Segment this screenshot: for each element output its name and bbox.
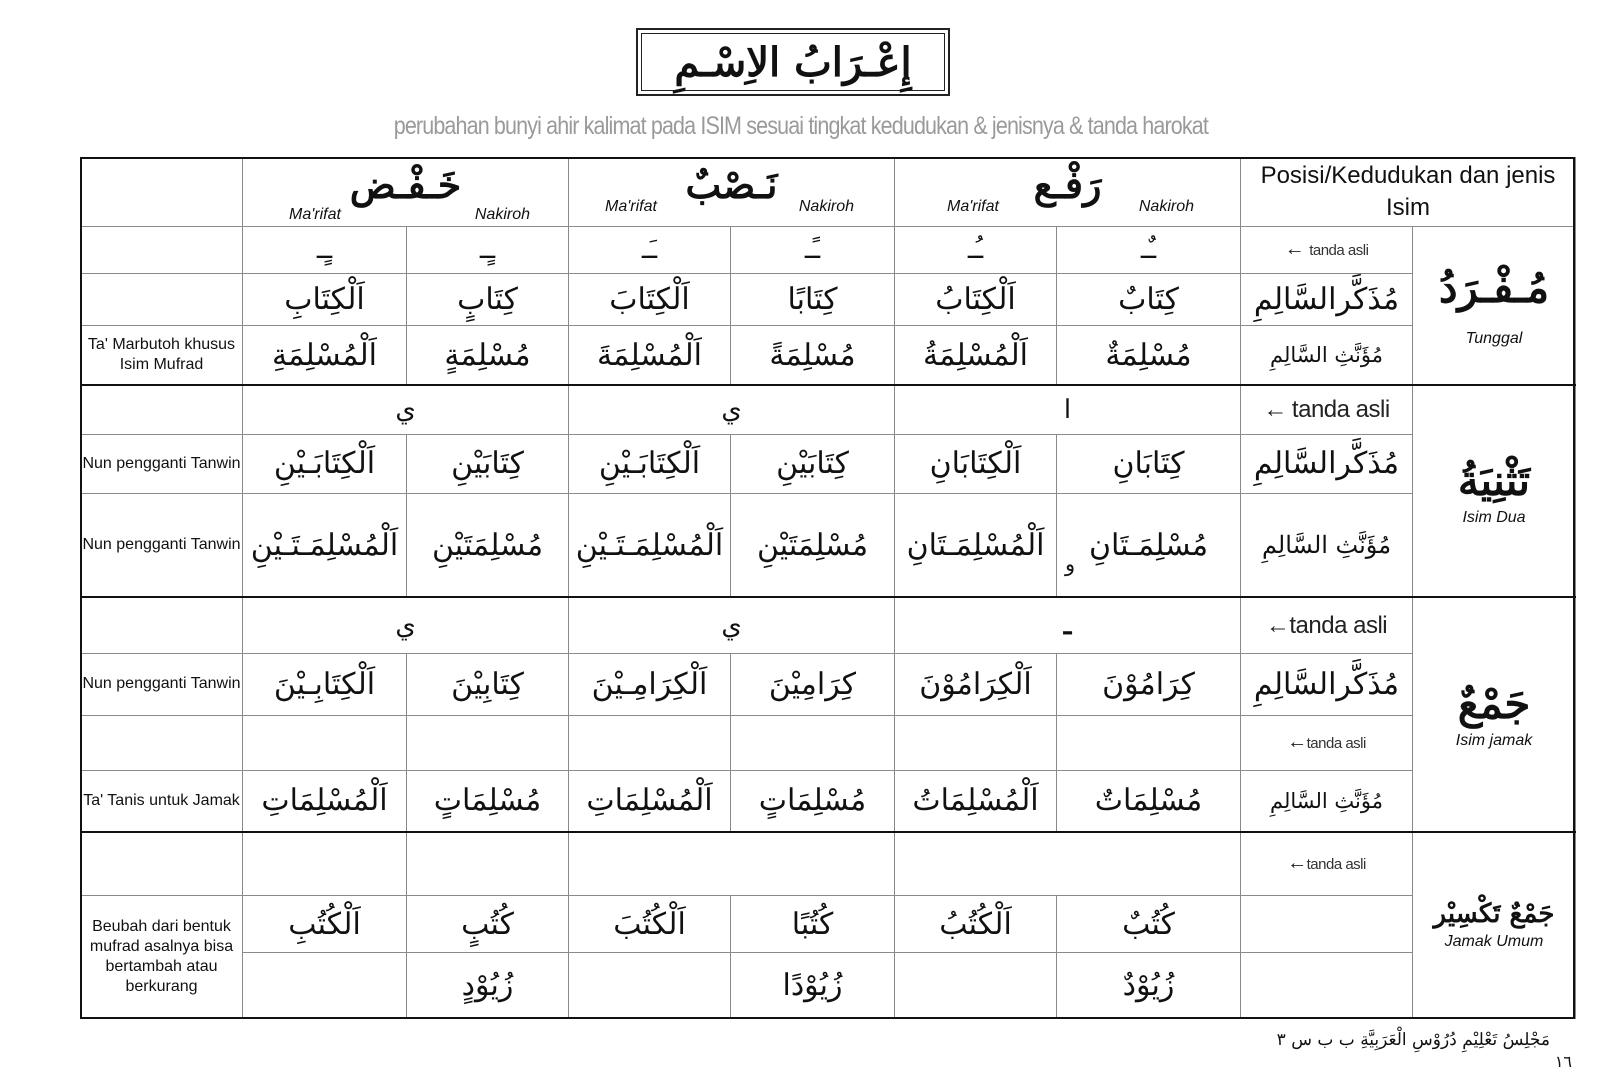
- word-cell: مُسْلِمَاتٍ: [407, 770, 569, 832]
- word-cell: اَلْكُتُبَ: [569, 895, 731, 952]
- mufrad-side-lat: Tunggal: [1465, 329, 1523, 347]
- tanda-asli-label: tanda asli: [1291, 395, 1390, 423]
- mark-cell: ـٍـ: [243, 226, 407, 273]
- mark-cell: ي: [569, 385, 895, 434]
- word-cell: اَلْكُتُبُ: [895, 895, 1057, 952]
- word-cell: اَلْمُسْلِمَـتَـيْنِ: [243, 494, 407, 598]
- row-note: Ta' Marbutoh khusus Isim Mufrad: [81, 326, 243, 385]
- mark-cell: ـ: [895, 597, 1241, 653]
- word-cell: كِتَابٍ: [407, 273, 569, 325]
- arrow-left-icon: ←: [1284, 238, 1305, 261]
- empty-cell: [895, 715, 1057, 770]
- muannats-label: مُؤَنَّثِ السَّالِمِ: [1241, 326, 1413, 385]
- tanda-asli-cell: [1241, 597, 1413, 653]
- mark-cell: ي: [243, 385, 569, 434]
- word-cell: اَلْمُسْلِمَاتِ: [569, 770, 731, 832]
- row-note: Nun pengganti Tanwin: [81, 494, 243, 598]
- word-cell: مُسْلِمَةٌ: [1057, 326, 1241, 385]
- empty-cell: [407, 832, 569, 896]
- mark-cell: ـٌـ: [1057, 226, 1241, 273]
- empty-cell: [569, 715, 731, 770]
- tanda-asli-cell: [1241, 715, 1413, 770]
- word-cell: اَلْكِتَابَ: [569, 273, 731, 325]
- word-cell: اَلْكِرَامُوْنَ: [895, 654, 1057, 716]
- mark-cell: ي: [569, 597, 895, 653]
- word-cell: اَلْمُسْلِمَاتِ: [243, 770, 407, 832]
- mufrad-side-ar: مُـفْـرَدُ: [1438, 262, 1550, 312]
- page-title: إِعْـرَابُ الاِسْـمِ: [674, 38, 912, 86]
- word-cell: اَلْمُسْلِمَةَ: [569, 326, 731, 385]
- tanda-asli-cell: [1241, 832, 1413, 896]
- word-cell: زُيُوْدٍ: [407, 953, 569, 1019]
- word-cell: اَلْكُتُبِ: [243, 895, 407, 952]
- tanda-asli-label: tanda asli: [1289, 611, 1388, 639]
- word-cell: اَلْمُسْلِمَـتَانِ: [895, 494, 1057, 598]
- header-rofa: [895, 158, 1241, 227]
- word-cell: كِرَامِيْنَ: [731, 654, 895, 716]
- word-cell: اَلْكِتَابَانِ: [895, 434, 1057, 493]
- empty-cell: [243, 832, 407, 896]
- word-cell: كُتُبٌ: [1057, 895, 1241, 952]
- empty-cell: [407, 715, 569, 770]
- row-note: Nun pengganti Tanwin: [81, 434, 243, 493]
- word-cell: اَلْكِتَابِ: [243, 273, 407, 325]
- jamak-side-lat: Isim jamak: [1455, 732, 1533, 750]
- word-cell: اَلْمُسْلِمَاتُ: [895, 770, 1057, 832]
- word-cell: كِتَابَيْنِ: [731, 434, 895, 493]
- word-cell: مُسْلِمَاتٍ: [731, 770, 895, 832]
- word-cell: [1057, 494, 1241, 598]
- mudzakkar-label: مُذَكَّرالسَّالِمِ: [1241, 273, 1413, 325]
- mark-cell: ا: [895, 385, 1241, 434]
- nashob-nakiroh: Nakiroh: [798, 198, 854, 215]
- arrow-left-icon: ←: [1265, 611, 1290, 639]
- jamak-marks-label: [81, 597, 243, 653]
- taksir-side-lat: Jamak Umum: [1444, 933, 1544, 951]
- tanda-asli-cell: [1241, 226, 1413, 273]
- word-cell: كِتَابَيْنِ: [407, 434, 569, 493]
- empty-cell: [569, 832, 895, 896]
- word-cell: اَلْمُسْلِمَةُ: [895, 326, 1057, 385]
- header-nashob: [569, 158, 895, 227]
- rofa-marifat: Ma'rifat: [947, 198, 999, 215]
- word-cell: اَلْمُسْلِمَةِ: [243, 326, 407, 385]
- word-cell: زُيُوْدًا: [731, 953, 895, 1019]
- word-cell: زُيُوْدٌ: [1057, 953, 1241, 1019]
- word-cell: كِتَابٌ: [1057, 273, 1241, 325]
- word-cell: كُتُبًا: [731, 895, 895, 952]
- tanda-asli-label: tanda asli: [1306, 735, 1366, 753]
- mufrad-marks-label: [81, 226, 243, 273]
- arrow-left-icon: ←: [1263, 395, 1287, 423]
- empty-cell: [895, 832, 1241, 896]
- empty-cell: [243, 715, 407, 770]
- word-cell: كُتُبٍ: [407, 895, 569, 952]
- word-cell: اَلْمُسْلِمَـتَـيْنِ: [569, 494, 731, 598]
- empty-cell: [1241, 953, 1413, 1019]
- empty-cell: [731, 715, 895, 770]
- tanda-asli-cell: [1241, 385, 1413, 434]
- header-empty: [81, 158, 243, 227]
- word-text: مُسْلِمَـتَانِ: [1088, 527, 1209, 563]
- rofa-nakiroh: Nakiroh: [1138, 198, 1194, 215]
- row-note: Beubah dari bentuk mufrad asalnya bisa bertambah atau berkurang: [81, 895, 243, 1018]
- word-cell: مُسْلِمَةٍ: [407, 326, 569, 385]
- mark-cell: ـٍـ: [407, 226, 569, 273]
- word-cell: كِرَامُوْنَ: [1057, 654, 1241, 716]
- khofd-title: خَـفْـض: [349, 162, 462, 207]
- muannats-label: مُؤَنَّثِ السَّالِمِ: [1241, 770, 1413, 832]
- header-khofd: [243, 158, 569, 227]
- word-cell: اَلْكِتَابِـيْنَ: [243, 654, 407, 716]
- mark-cell: ـُـ: [895, 226, 1057, 273]
- word-cell: اَلْكِتَابَـيْنِ: [243, 434, 407, 493]
- tatsniyah-side: [1413, 385, 1576, 597]
- tanda-asli-label: tanda asli: [1309, 242, 1369, 260]
- jamak-side: [1413, 597, 1576, 832]
- arrow-left-icon: ←: [1287, 731, 1307, 754]
- header-posisi: Posisi/Kedudukan dan jenis Isim: [1241, 158, 1576, 227]
- mark-cell: ي: [243, 597, 569, 653]
- word-cell: مُسْلِمَتَيْنِ: [407, 494, 569, 598]
- row-note: Nun pengganti Tanwin: [81, 654, 243, 716]
- taksir-side-ar: جَمْعٌ تَكْسِيْر: [1433, 899, 1555, 930]
- muannats-label: مُؤَنَّثِ السَّالِمِ: [1241, 494, 1413, 598]
- tatsniyah-side-lat: Isim Dua: [1462, 508, 1526, 526]
- irab-table: [80, 157, 1576, 1019]
- word-cell: كِتَابَانِ: [1057, 434, 1241, 493]
- footer-text: مَجْلِسُ تَعْلِيْمِ دُرُوْسِ الْعَرَبِيَّةِ ب ب س ٣: [1276, 1030, 1550, 1050]
- empty-cell: [895, 953, 1057, 1019]
- word-cell: اَلْكِتَابُ: [895, 273, 1057, 325]
- row-note: [81, 715, 243, 770]
- mudzakkar-label: مُذَكَّرالسَّالِمِ: [1241, 434, 1413, 493]
- word-cell: مُسْلِمَةً: [731, 326, 895, 385]
- mudzakkar-label: مُذَكَّرالسَّالِمِ: [1241, 654, 1413, 716]
- taksir-side: [1413, 832, 1576, 1019]
- nashob-marifat: Ma'rifat: [605, 198, 657, 215]
- nashob-title: نَـصْبٌ: [685, 162, 778, 207]
- row-note: Ta' Tanis untuk Jamak: [81, 770, 243, 832]
- empty-cell: [243, 953, 407, 1019]
- rofa-title: رَفْـع: [1033, 162, 1102, 207]
- tatsniyah-side-ar: تَثْنِيَةُ: [1457, 455, 1531, 505]
- word-cell: مُسْلِمَتَيْنِ: [731, 494, 895, 598]
- khofd-marifat: Ma'rifat: [289, 205, 341, 223]
- empty-cell: [1057, 715, 1241, 770]
- word-cell: اَلْكِتَابَـيْنِ: [569, 434, 731, 493]
- page-title-box: [636, 28, 950, 96]
- khofd-nakiroh: Nakiroh: [474, 205, 530, 223]
- word-cell: كِتَابِيْنَ: [407, 654, 569, 716]
- tatsniyah-marks-label: [81, 385, 243, 434]
- arrow-left-icon: ←: [1287, 852, 1307, 875]
- word-cell: كِتَابًا: [731, 273, 895, 325]
- page-subtitle: perubahan bunyi ahir kalimat pada ISIM sesuai tingkat kedudukan & jenisnya & tanda harokat: [393, 112, 1208, 140]
- mufrad-side: [1413, 226, 1576, 385]
- mark-cell: ـَـ: [569, 226, 731, 273]
- empty-cell: [569, 953, 731, 1019]
- page-number: ١٦: [1554, 1052, 1572, 1071]
- tanda-asli-label: tanda asli: [1306, 856, 1366, 874]
- empty-cell: [1241, 895, 1413, 952]
- row-note: [81, 273, 243, 325]
- mark-cell: ـًـ: [731, 226, 895, 273]
- word-cell: اَلْكِرَامِـيْنَ: [569, 654, 731, 716]
- extra-mark: و: [1065, 552, 1076, 577]
- taksir-marks-label: [81, 832, 243, 896]
- word-cell: مُسْلِمَاتٌ: [1057, 770, 1241, 832]
- jamak-side-ar: جَمْعٌ: [1457, 679, 1531, 729]
